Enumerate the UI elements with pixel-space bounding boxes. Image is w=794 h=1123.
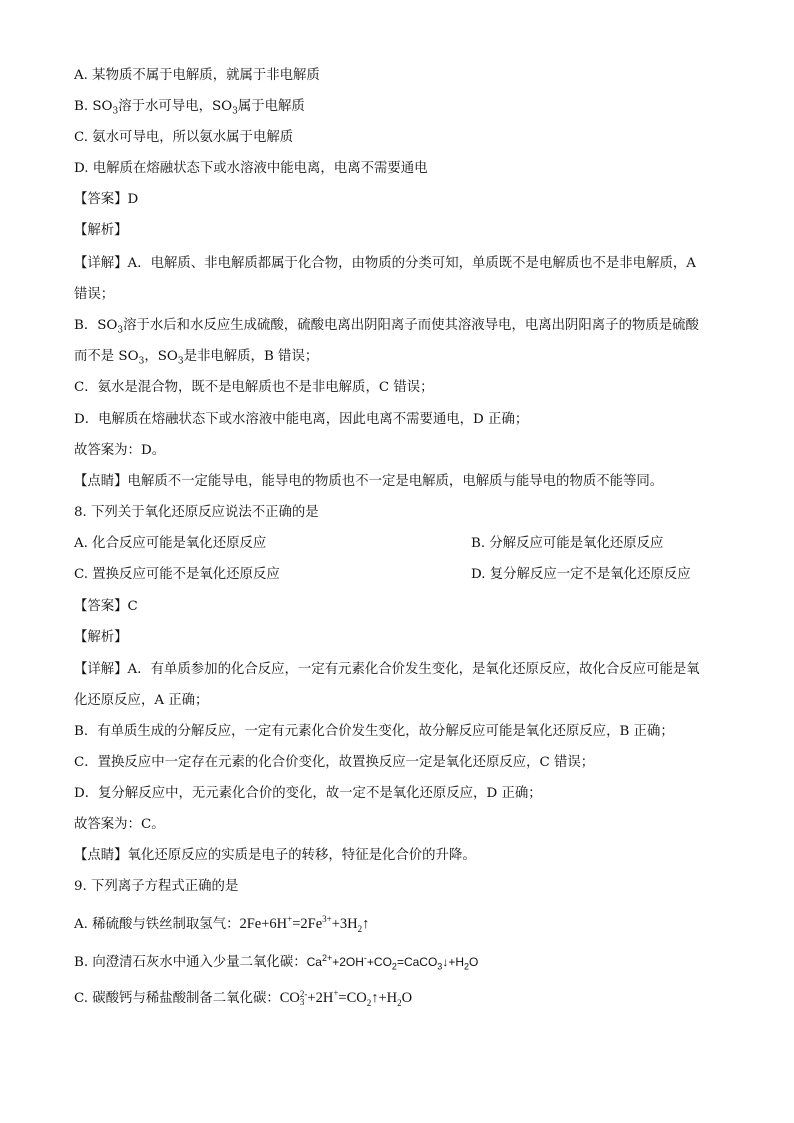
subscript: 3 (299, 997, 305, 1007)
q8-analysis-label (74, 628, 734, 648)
q8-option-d: D. 复分解反应一定不是氧化还原反应 (471, 567, 691, 582)
q8-option-b: B. 分解反应可能是氧化还原反应 (471, 536, 664, 551)
subscript: 2 (391, 961, 397, 972)
superscript: 3+ (322, 914, 332, 925)
answer-text: 【答案】C (74, 599, 138, 614)
formula-part: O (469, 955, 479, 969)
detail-text: 【详解】A．有单质参加的化合反应，一定有元素化合价发生变化，是氧化还原反应，故化合反应可能是氧 (74, 662, 700, 677)
q7-option-c-text: C. 氨水可导电，所以氨水属于电解质 (74, 130, 294, 145)
q7-comment (74, 472, 734, 492)
q7-conclusion (74, 441, 734, 461)
subscript: 3 (117, 325, 124, 336)
subscript: 2 (357, 923, 363, 934)
q9-option-c-formula (280, 990, 412, 1006)
comment-text: 【点睛】氧化还原反应的实质是电子的转移，特征是化合价的升降。 (74, 848, 476, 863)
detail-text: B．有单质生成的分解反应，一定有元素化合价发生变化，故分解反应可能是氧化还原反应，B 正确； (74, 724, 674, 739)
q9-option-b (74, 952, 734, 973)
detail-text: D．复分解反应中，无元素化合价的变化，故一定不是氧化还原反应，D 正确； (74, 786, 542, 801)
superscript: 2- (299, 989, 308, 999)
question-stem: 9. 下列离子方程式正确的是 (74, 879, 239, 894)
q7-answer (74, 190, 734, 210)
detail-text: 溶于水后和水反应生成硫酸，硫酸电离出阴阳离子而使其溶液导电，电离出阴阳离子的物质是硫酸 (123, 318, 699, 333)
q7-option-b-text: B. SO (74, 99, 113, 114)
subscript: 2 (464, 961, 470, 972)
formula-part: ↓+H (442, 955, 464, 969)
q9-option-a-label: A. 稀硫酸与铁丝制取氢气： (74, 917, 240, 932)
q9-option-c (74, 988, 734, 1009)
q7-detail-a (74, 254, 734, 274)
detail-text: 【详解】A．电解质、非电解质都属于化合物，由物质的分类可知，单质既不是电解质也不是非电解质，A (74, 256, 696, 271)
q8-detail-a-cont (74, 691, 734, 711)
q8-options-row-2 (74, 565, 734, 585)
q9-option-c-label: C. 碳酸钙与稀盐酸制备二氧化碳： (74, 991, 280, 1006)
superscript: + (333, 988, 339, 999)
answer-text: 【答案】D (74, 192, 139, 207)
q8-answer (74, 597, 734, 617)
detail-text: C．置换反应中一定存在元素的化合价变化，故置换反应一定是氧化还原反应，C 错误； (74, 755, 595, 770)
q8-options-row-1 (74, 534, 734, 554)
subscript: 2 (397, 997, 402, 1008)
q7-detail-b-cont (74, 347, 734, 367)
q9-option-a-formula (239, 916, 369, 932)
q8-option-c: C. 置换反应可能不是氧化还原反应 (74, 567, 280, 582)
conclusion-text: 故答案为：C。 (74, 817, 165, 832)
q7-option-d-text: D. 电解质在熔融状态下或水溶液中能电离，电离不需要通电 (74, 161, 428, 176)
q7-option-a (74, 66, 734, 86)
detail-text: D．电解质在熔融状态下或水溶液中能电离，因此电离不需要通电，D 正确； (74, 412, 529, 427)
q9-option-a (74, 914, 734, 935)
q8-detail-c (74, 753, 734, 773)
subscript: 3 (138, 356, 145, 367)
superscript: + (287, 914, 293, 925)
formula-part: +CO (366, 955, 392, 969)
subscript: 3 (177, 356, 184, 367)
conclusion-text: 故答案为：D。 (74, 443, 166, 458)
q7-detail-a-cont (74, 285, 734, 305)
formula-part: +2OH (332, 955, 364, 969)
q8-option-a: A. 化合反应可能是氧化还原反应 (74, 536, 267, 551)
formula-part: =2Fe (292, 916, 323, 932)
formula-part: +2H (307, 990, 334, 1006)
subscript: 3 (232, 106, 238, 117)
detail-text: B．SO (74, 318, 118, 333)
q7-detail-d (74, 410, 734, 430)
analysis-label: 【解析】 (74, 630, 128, 645)
subscript: 3 (437, 961, 443, 972)
subscript: 2 (366, 997, 372, 1008)
detail-text: 化还原反应，A 正确； (74, 693, 209, 708)
q7-option-b-text: 属于电解质 (237, 99, 305, 114)
detail-text: C．氨水是混合物，既不是电解质也不是非电解质，C 错误； (74, 380, 434, 395)
question-stem: 8. 下列关于氧化还原反应说法不正确的是 (74, 505, 319, 520)
comment-text: 【点睛】电解质不一定能导电，能导电的物质也不一定是电解质，电解质与能导电的物质不能等同。 (74, 474, 664, 489)
q7-option-b-text: 溶于水可导电，SO (118, 99, 233, 114)
q8-detail-a (74, 660, 734, 680)
formula-part: =CO (338, 990, 367, 1006)
formula-part: Ca (306, 955, 322, 969)
formula-part: O (401, 990, 413, 1006)
detail-text: 是非电解质，B 错误； (183, 349, 319, 364)
analysis-label: 【解析】 (74, 223, 128, 238)
q7-detail-b (74, 316, 734, 336)
q8-comment (74, 846, 734, 866)
q7-detail-c (74, 378, 734, 398)
formula-part: =CaCO (396, 955, 438, 969)
formula-part: ↑ (362, 916, 370, 932)
q7-option-a-text: A. 某物质不属于电解质，就属于非电解质 (74, 68, 320, 83)
superscript: 2+ (321, 953, 333, 963)
detail-text: 而不是 SO (74, 349, 139, 364)
subscript: 3 (112, 106, 119, 117)
superscript: - (363, 953, 367, 963)
q7-option-c (74, 128, 734, 148)
q9-option-b-formula (306, 953, 479, 972)
q9-stem (74, 877, 734, 897)
formula-part: ↑+H (371, 990, 398, 1006)
formula-part: +3H (331, 916, 358, 932)
detail-text: 错误； (74, 287, 115, 302)
q8-detail-b (74, 722, 734, 742)
q7-option-d (74, 159, 734, 179)
q7-option-b (74, 97, 734, 117)
q8-detail-d (74, 784, 734, 804)
detail-text: ，SO (144, 349, 178, 364)
q7-analysis-label (74, 221, 734, 241)
q9-option-b-label: B. 向澄清石灰水中通入少量二氧化碳： (74, 955, 307, 970)
formula-part: 2Fe+6H (239, 916, 288, 932)
q8-stem (74, 503, 734, 523)
q8-conclusion (74, 815, 734, 835)
formula-part: CO (279, 990, 300, 1006)
